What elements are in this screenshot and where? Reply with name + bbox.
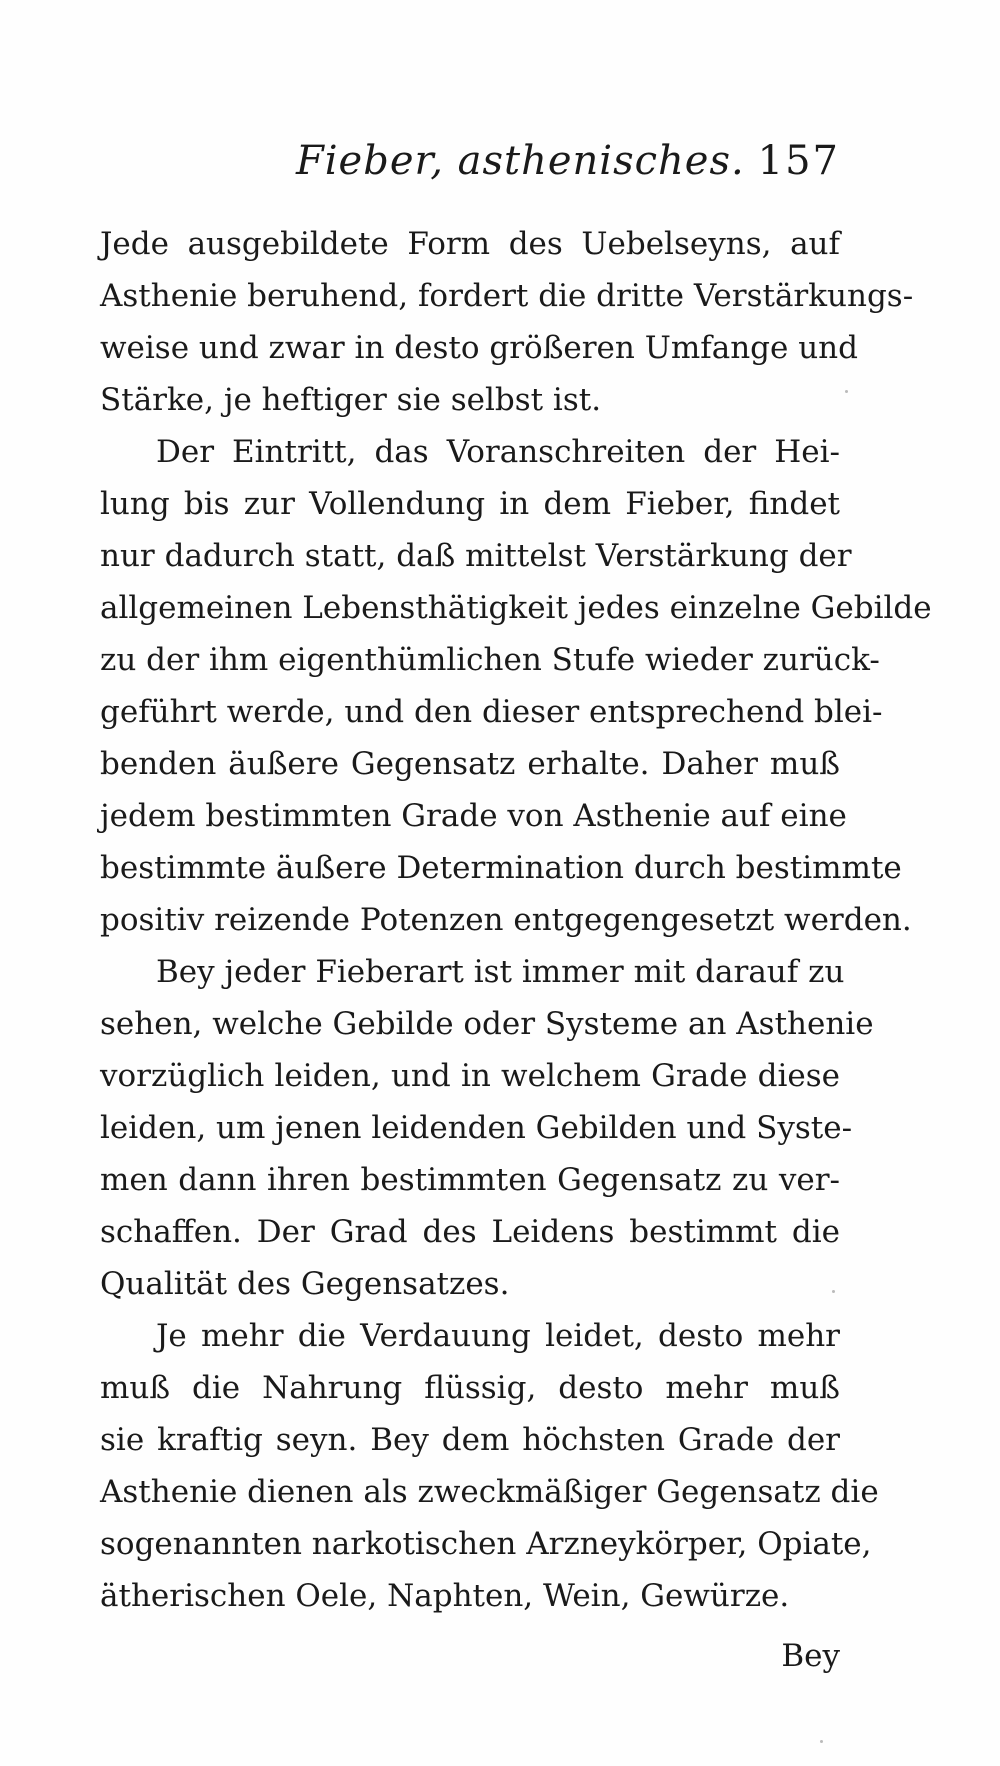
text-line: lung bis zur Vollendung in dem Fieber, findet <box>100 486 840 522</box>
text-line: muß die Nahrung flüssig, desto mehr muß <box>100 1370 840 1406</box>
text-line: bestimmte äußere Determination durch bestimmte <box>100 850 902 886</box>
text-line: weise und zwar in desto größeren Umfange und <box>100 330 858 366</box>
running-title: Fieber, asthenisches. <box>296 138 745 184</box>
paragraph-3 <box>100 946 874 1310</box>
text-line: positiv reizende Potenzen entgegengesetzt werden. <box>100 902 912 938</box>
text-line: Asthenie beruhend, fordert die dritte Verstärkungs- <box>100 278 914 314</box>
text-line: sie kraftig seyn. Bey dem höchsten Grade der <box>100 1422 840 1458</box>
text-line: benden äußere Gegensatz erhalte. Daher muß <box>100 746 840 782</box>
text-line: Stärke, je heftiger sie selbst ist. <box>100 382 602 418</box>
text-line: Der Eintritt, das Voranschreiten der Hei- <box>156 434 840 470</box>
page-number: 157 <box>757 138 840 184</box>
paper-speck <box>820 1740 823 1743</box>
text-line: schaffen. Der Grad des Leidens bestimmt die <box>100 1214 840 1250</box>
text-line: Je mehr die Verdauung leidet, desto mehr <box>156 1318 840 1354</box>
text-line: geführt werde, und den dieser entsprechend blei- <box>100 694 883 730</box>
body-text <box>100 218 932 1622</box>
paragraph-2 <box>100 426 932 946</box>
paper-speck <box>845 390 848 393</box>
text-line: Asthenie dienen als zweckmäßiger Gegensatz die <box>100 1474 879 1510</box>
text-line: zu der ihm eigenthümlichen Stufe wieder zurück- <box>100 642 880 678</box>
paragraph-4 <box>100 1310 879 1622</box>
text-line: men dann ihren bestimmten Gegensatz zu ver- <box>100 1162 840 1198</box>
text-line: sehen, welche Gebilde oder Systeme an Asthenie <box>100 1006 874 1042</box>
text-line: Bey jeder Fieberart ist immer mit darauf zu <box>156 954 845 990</box>
text-line: jedem bestimmten Grade von Asthenie auf eine <box>100 798 847 834</box>
text-line: sogenannten narkotischen Arzneykörper, Opiate, <box>100 1526 872 1562</box>
paper-speck <box>832 1290 835 1293</box>
paragraph-1 <box>100 218 914 426</box>
page-header <box>100 138 840 194</box>
text-line: Jede ausgebildete Form des Uebelseyns, auf <box>100 226 840 262</box>
text-line: ätherischen Oele, Naphten, Wein, Gewürze. <box>100 1578 790 1614</box>
catchword: Bey <box>781 1638 840 1674</box>
text-line: nur dadurch statt, daß mittelst Verstärkung der <box>100 538 852 574</box>
text-line: allgemeinen Lebensthätigkeit jedes einzelne Gebilde <box>100 590 932 626</box>
text-line: leiden, um jenen leidenden Gebilden und Syste- <box>100 1110 853 1146</box>
text-line: Qualität des Gegensatzes. <box>100 1266 510 1302</box>
text-line: vorzüglich leiden, und in welchem Grade diese <box>100 1058 840 1094</box>
